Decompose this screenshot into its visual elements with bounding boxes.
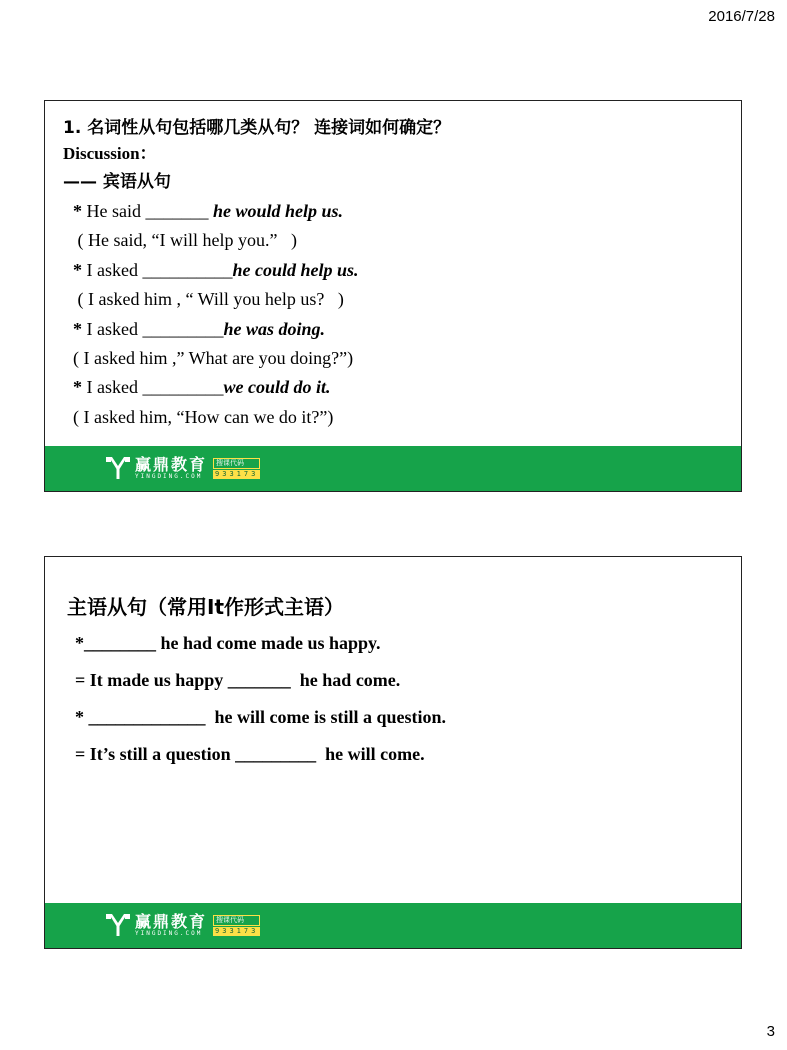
course-code-badge	[213, 915, 260, 936]
slide-1-content	[63, 115, 450, 432]
badge-code: 933173	[215, 926, 259, 935]
logo	[105, 456, 260, 480]
exercise-line: = It made us happy _______ he had come.	[75, 670, 401, 690]
badge-label: 搜课代码	[213, 915, 260, 926]
section-subtitle: —— 宾语从句	[63, 172, 171, 192]
slide-2-title: 主语从句（常用It作形式主语）	[67, 595, 345, 619]
example-line: ( I asked him, “How can we do it?”)	[73, 406, 334, 427]
logo-mark-icon	[105, 456, 131, 480]
page-number: 3	[766, 1023, 775, 1040]
example-line: * I asked __________he could help us.	[73, 259, 359, 280]
example-line: * I asked _________he was doing.	[73, 318, 326, 339]
logo-mark-icon	[105, 913, 131, 937]
example-line: ( He said, “I will help you.” )	[73, 230, 297, 251]
slide-2	[44, 556, 742, 949]
example-line: ( I asked him , “ Will you help us? )	[73, 289, 344, 310]
example-line: * I asked _________we could do it.	[73, 377, 331, 398]
slide-1	[44, 100, 742, 492]
print-date: 2016/7/28	[708, 8, 775, 25]
exercise-line: *________ he had come made us happy.	[75, 633, 381, 653]
badge-code: 933173	[215, 469, 259, 478]
logo-name: 赢鼎教育	[135, 912, 208, 931]
slide-2-content	[67, 591, 446, 773]
slide-footer-bar	[45, 903, 741, 948]
exercise-line: = It’s still a question _________ he will come.	[75, 744, 425, 764]
discussion-label: Discussion：	[63, 144, 157, 163]
course-code-badge	[213, 458, 260, 479]
logo	[105, 913, 260, 937]
exercise-line: * _____________ he will come is still a question.	[75, 707, 447, 727]
logo-domain: YINGDING.COM	[135, 930, 203, 937]
example-list	[63, 197, 450, 432]
question-title: 1. 名词性从句包括哪几类从句？ 连接词如何确定？	[63, 118, 451, 138]
badge-label: 搜课代码	[213, 458, 260, 469]
logo-domain: YINGDING.COM	[135, 473, 203, 480]
slide-footer-bar	[45, 446, 741, 491]
example-line: ( I asked him ,” What are you doing?”)	[73, 348, 354, 369]
logo-name: 赢鼎教育	[135, 455, 208, 474]
example-line: * He said _______ he would help us.	[73, 201, 344, 221]
